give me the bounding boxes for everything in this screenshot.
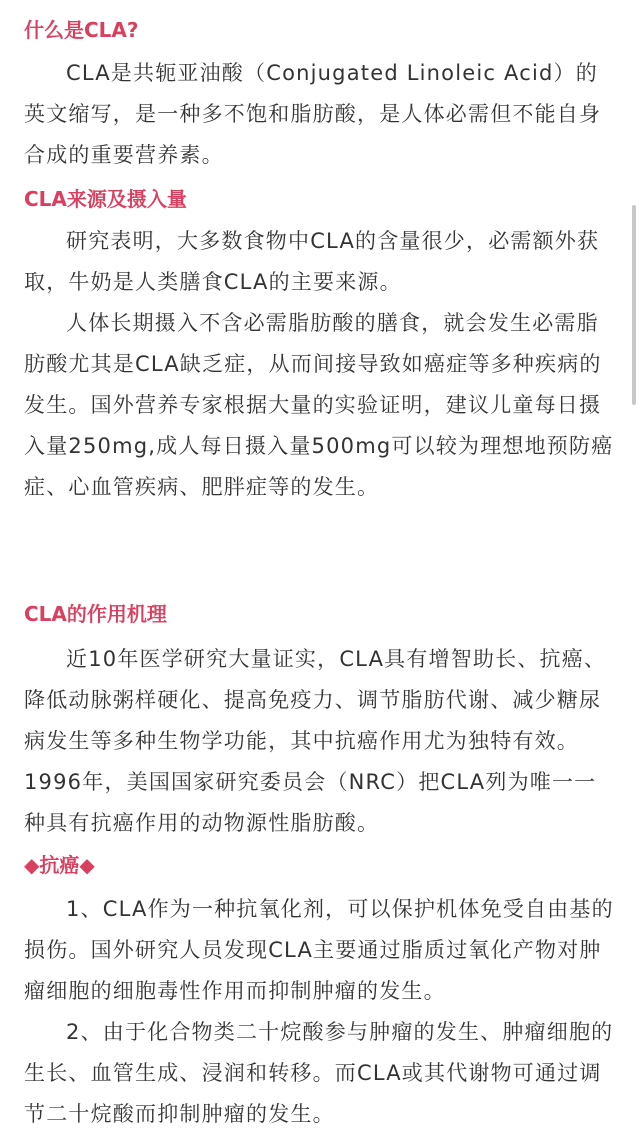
paragraph-cla-definition: CLA是共轭亚油酸（Conjugated Linoleic Acid）的英文缩写，是一种多不饱和脂肪酸，是人体必需但不能自身合成的重要营养素。 <box>24 61 602 167</box>
section-heading-what-is-cla: 什么是CLA? <box>24 18 139 42</box>
paragraph-sources: 研究表明，大多数食物中CLA的含量很少，必需额外获取，牛奶是人类膳食CLA的主要来源。 <box>24 229 600 294</box>
section-heading-anti-cancer: ◆抗癌◆ <box>24 853 95 877</box>
paragraph-eicosanoid: 2、由于化合物类二十烷酸参与肿瘤的发生、肿瘤细胞的生长、血管生成、浸润和转移。而CLA或其代谢物可通过调节二十烷酸而抑制肿瘤的发生。 <box>24 1020 614 1126</box>
paragraph-mechanism: 近10年医学研究大量证实，CLA具有增智助长、抗癌、降低动脉粥样硬化、提高免疫力、调节脂肪代谢、减少糖尿病发生等多种生物学功能，其中抗癌作用尤为独特有效。1996年，美国国家研究委员会（NRC）把CLA列为唯一一种具有抗癌作用的动物源性脂肪酸。 <box>24 647 607 835</box>
vertical-scrollbar[interactable] <box>632 205 636 405</box>
section-heading-mechanism: CLA的作用机理 <box>24 602 167 626</box>
paragraph-antioxidant: 1、CLA作为一种抗氧化剂，可以保护机体免受自由基的损伤。国外研究人员发现CLA主要通过脂质过氧化产物对肿瘤细胞的细胞毒性作用而抑制肿瘤的发生。 <box>24 897 614 1003</box>
section-heading-sources-intake: CLA来源及摄入量 <box>24 187 187 211</box>
paragraph-intake: 人体长期摄入不含必需脂肪酸的膳食，就会发生必需脂肪酸尤其是CLA缺乏症，从而间接导致如癌症等多种疾病的发生。国外营养专家根据大量的实验证明，建议儿童每日摄入量250mg,成人每日摄入量500mg可以较为理想地预防癌症、心血管疾病、肥胖症等的发生。 <box>24 311 614 499</box>
